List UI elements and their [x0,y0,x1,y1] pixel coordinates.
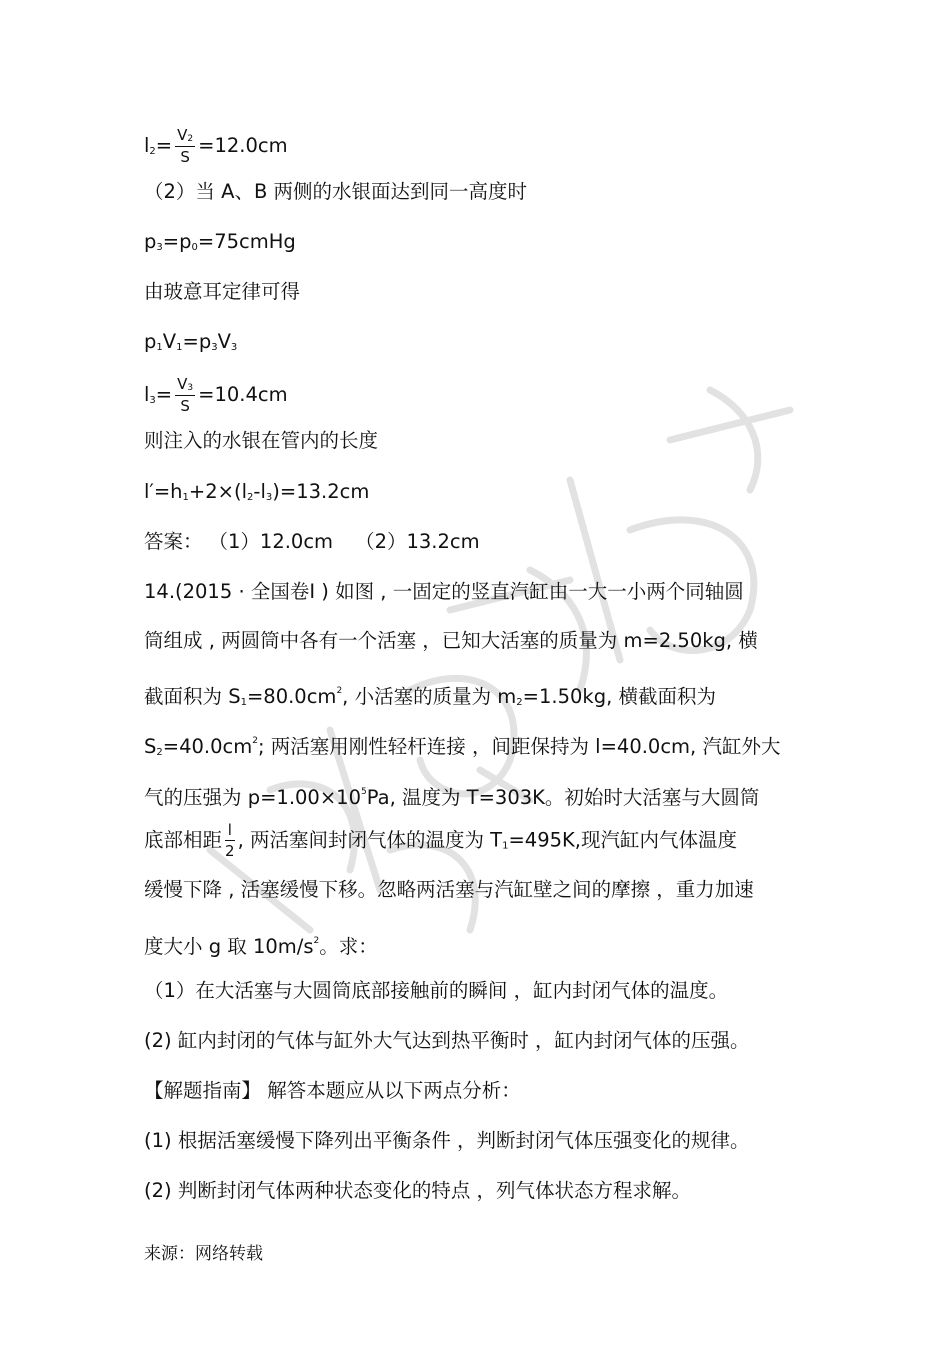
solution-guide-heading: 【解题指南】 解答本题应从以下两点分析： [144,1079,521,1102]
problem-14-line-2: 筒组成 , 两圆筒中各有一个活塞 ，已知大活塞的质量为 m=2.50kg, 横 [144,629,758,652]
fraction-l-over-2: $\frac{l}{2}$ [225,821,235,860]
guide-point-1: (1) 根据活塞缓慢下降列出平衡条件 ，判断封闭气体压强变化的规律。 [144,1129,750,1152]
equation-boyle: $p_1V_1=p_3V_3$ [144,330,238,353]
problem-14-line-1: 14.(2015 · 全国卷Ⅰ ) 如图 , 一固定的竖直汽缸由一大一小两个同轴圆 [144,580,744,603]
answer-label: 答案： [144,530,203,553]
var-l: l [144,134,150,157]
answer-2: （2）13.2cm [355,530,480,553]
equation-p3: $p_3=p_0=75cmHg$ [144,230,296,253]
answer-line [144,529,480,555]
problem-14-line-5: 气的压强为 $p=1.00\times 10^5Pa$, 温度为 T=303K。初始时大活塞与大圆筒 [144,786,760,809]
text-line-4: 由玻意耳定律可得 [144,280,301,303]
equation-l2: $l_2=$ $\frac{V2}{S}$ =12.0cm [144,126,288,166]
source-note: 来源：网络转载 [144,1244,263,1264]
problem-14-line-4: $S_2=40.0cm^2$; 两活塞用刚性轻杆连接 ，间距保持为 l=40.0cm, 汽缸外大 [144,735,781,758]
problem-14-line-7: 缓慢下降 , 活塞缓慢下移。忽略两活塞与汽缸壁之间的摩擦 ，重力加速 [144,878,754,901]
fraction-v2-over-s: $\frac{V2}{S}$ [177,126,194,166]
problem-14-line-6: 底部相距 $\frac{l}{2}$ , 两活塞间封闭气体的温度为 $T_1=495K$,现汽缸内气体温度 [144,821,737,860]
question-2: (2) 缸内封闭的气体与缸外大气达到热平衡时 ，缸内封闭气体的压强。 [144,1029,750,1052]
fraction-v3-over-s: $\frac{V3}{S}$ [177,375,194,415]
equation-l-prime: $l'=h_1+2\times(l_2-l_3)=13.2cm$ [144,480,370,503]
text-line-7: 则注入的水银在管内的长度 [144,429,379,452]
problem-14-line-8: 度大小 g 取 $10m/s^2$。求： [144,935,378,958]
question-1: （1）在大活塞与大圆筒底部接触前的瞬间 ，缸内封闭气体的温度。 [144,979,729,1002]
guide-point-2: (2) 判断封闭气体两种状态变化的特点 ，列气体状态方程求解。 [144,1179,692,1202]
problem-14-line-3: 截面积为 $S_1=80.0cm^2$, 小活塞的质量为 $m_2=1.50kg$, 横截面积为 [144,685,716,708]
answer-1: （1）12.0cm [208,530,334,553]
text-line-2: （2）当 A、B 两侧的水银面达到同一高度时 [144,180,528,203]
equation-l3: $l_3=$ $\frac{V3}{S}$ =10.4cm [144,375,288,415]
